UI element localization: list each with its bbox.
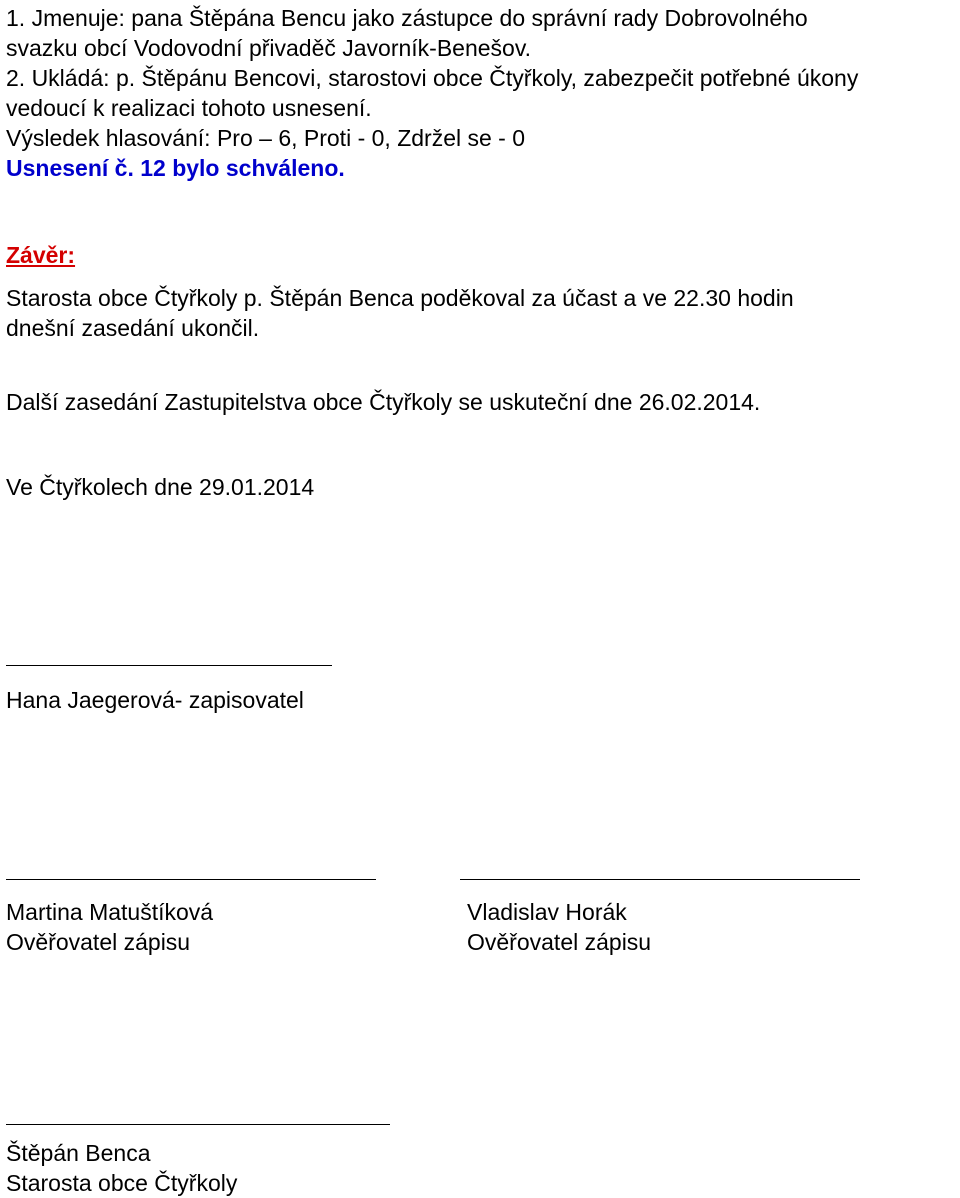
resolution-line-1: 1. Jmenuje: pana Štěpána Bencu jako zástupce do správní rady Dobrovolného (6, 5, 808, 31)
verifier2-role: Ověřovatel zápisu (467, 929, 652, 955)
resolution-approved: Usnesení č. 12 bylo schváleno. (6, 155, 345, 181)
mayor-role: Starosta obce Čtyřkoly (6, 1170, 238, 1196)
conclusion-line-2: dnešní zasedání ukončil. (6, 315, 260, 341)
mayor-signature-line (6, 1124, 390, 1125)
resolution-line-2: svazku obcí Vodovodní přivaděč Javorník-Benešov. (6, 35, 532, 61)
mayor-name: Štěpán Benca (6, 1140, 151, 1166)
place-date: Ve Čtyřkolech dne 29.01.2014 (6, 474, 315, 500)
next-meeting: Další zasedání Zastupitelstva obce Čtyřkoly se uskuteční dne 26.02.2014. (6, 389, 761, 415)
verifier2-name: Vladislav Horák (467, 899, 627, 925)
verifier1-name: Martina Matuštíková (6, 899, 214, 925)
verifier1-role: Ověřovatel zápisu (6, 929, 191, 955)
resolution-line-3: 2. Ukládá: p. Štěpánu Bencovi, starostovi obce Čtyřkoly, zabezpečit potřebné úkony (6, 65, 859, 91)
recorder-name: Hana Jaegerová- zapisovatel (6, 687, 304, 713)
conclusion-line-1: Starosta obce Čtyřkoly p. Štěpán Benca poděkoval za účast a ve 22.30 hodin (6, 285, 794, 311)
resolution-line-4: vedoucí k realizaci tohoto usnesení. (6, 95, 372, 121)
verifier1-signature-line (6, 879, 376, 880)
verifier2-signature-line (460, 879, 860, 880)
conclusion-heading: Závěr: (6, 242, 76, 268)
vote-result: Výsledek hlasování: Pro – 6, Proti - 0, Zdržel se - 0 (6, 125, 526, 151)
recorder-signature-line (6, 665, 332, 666)
